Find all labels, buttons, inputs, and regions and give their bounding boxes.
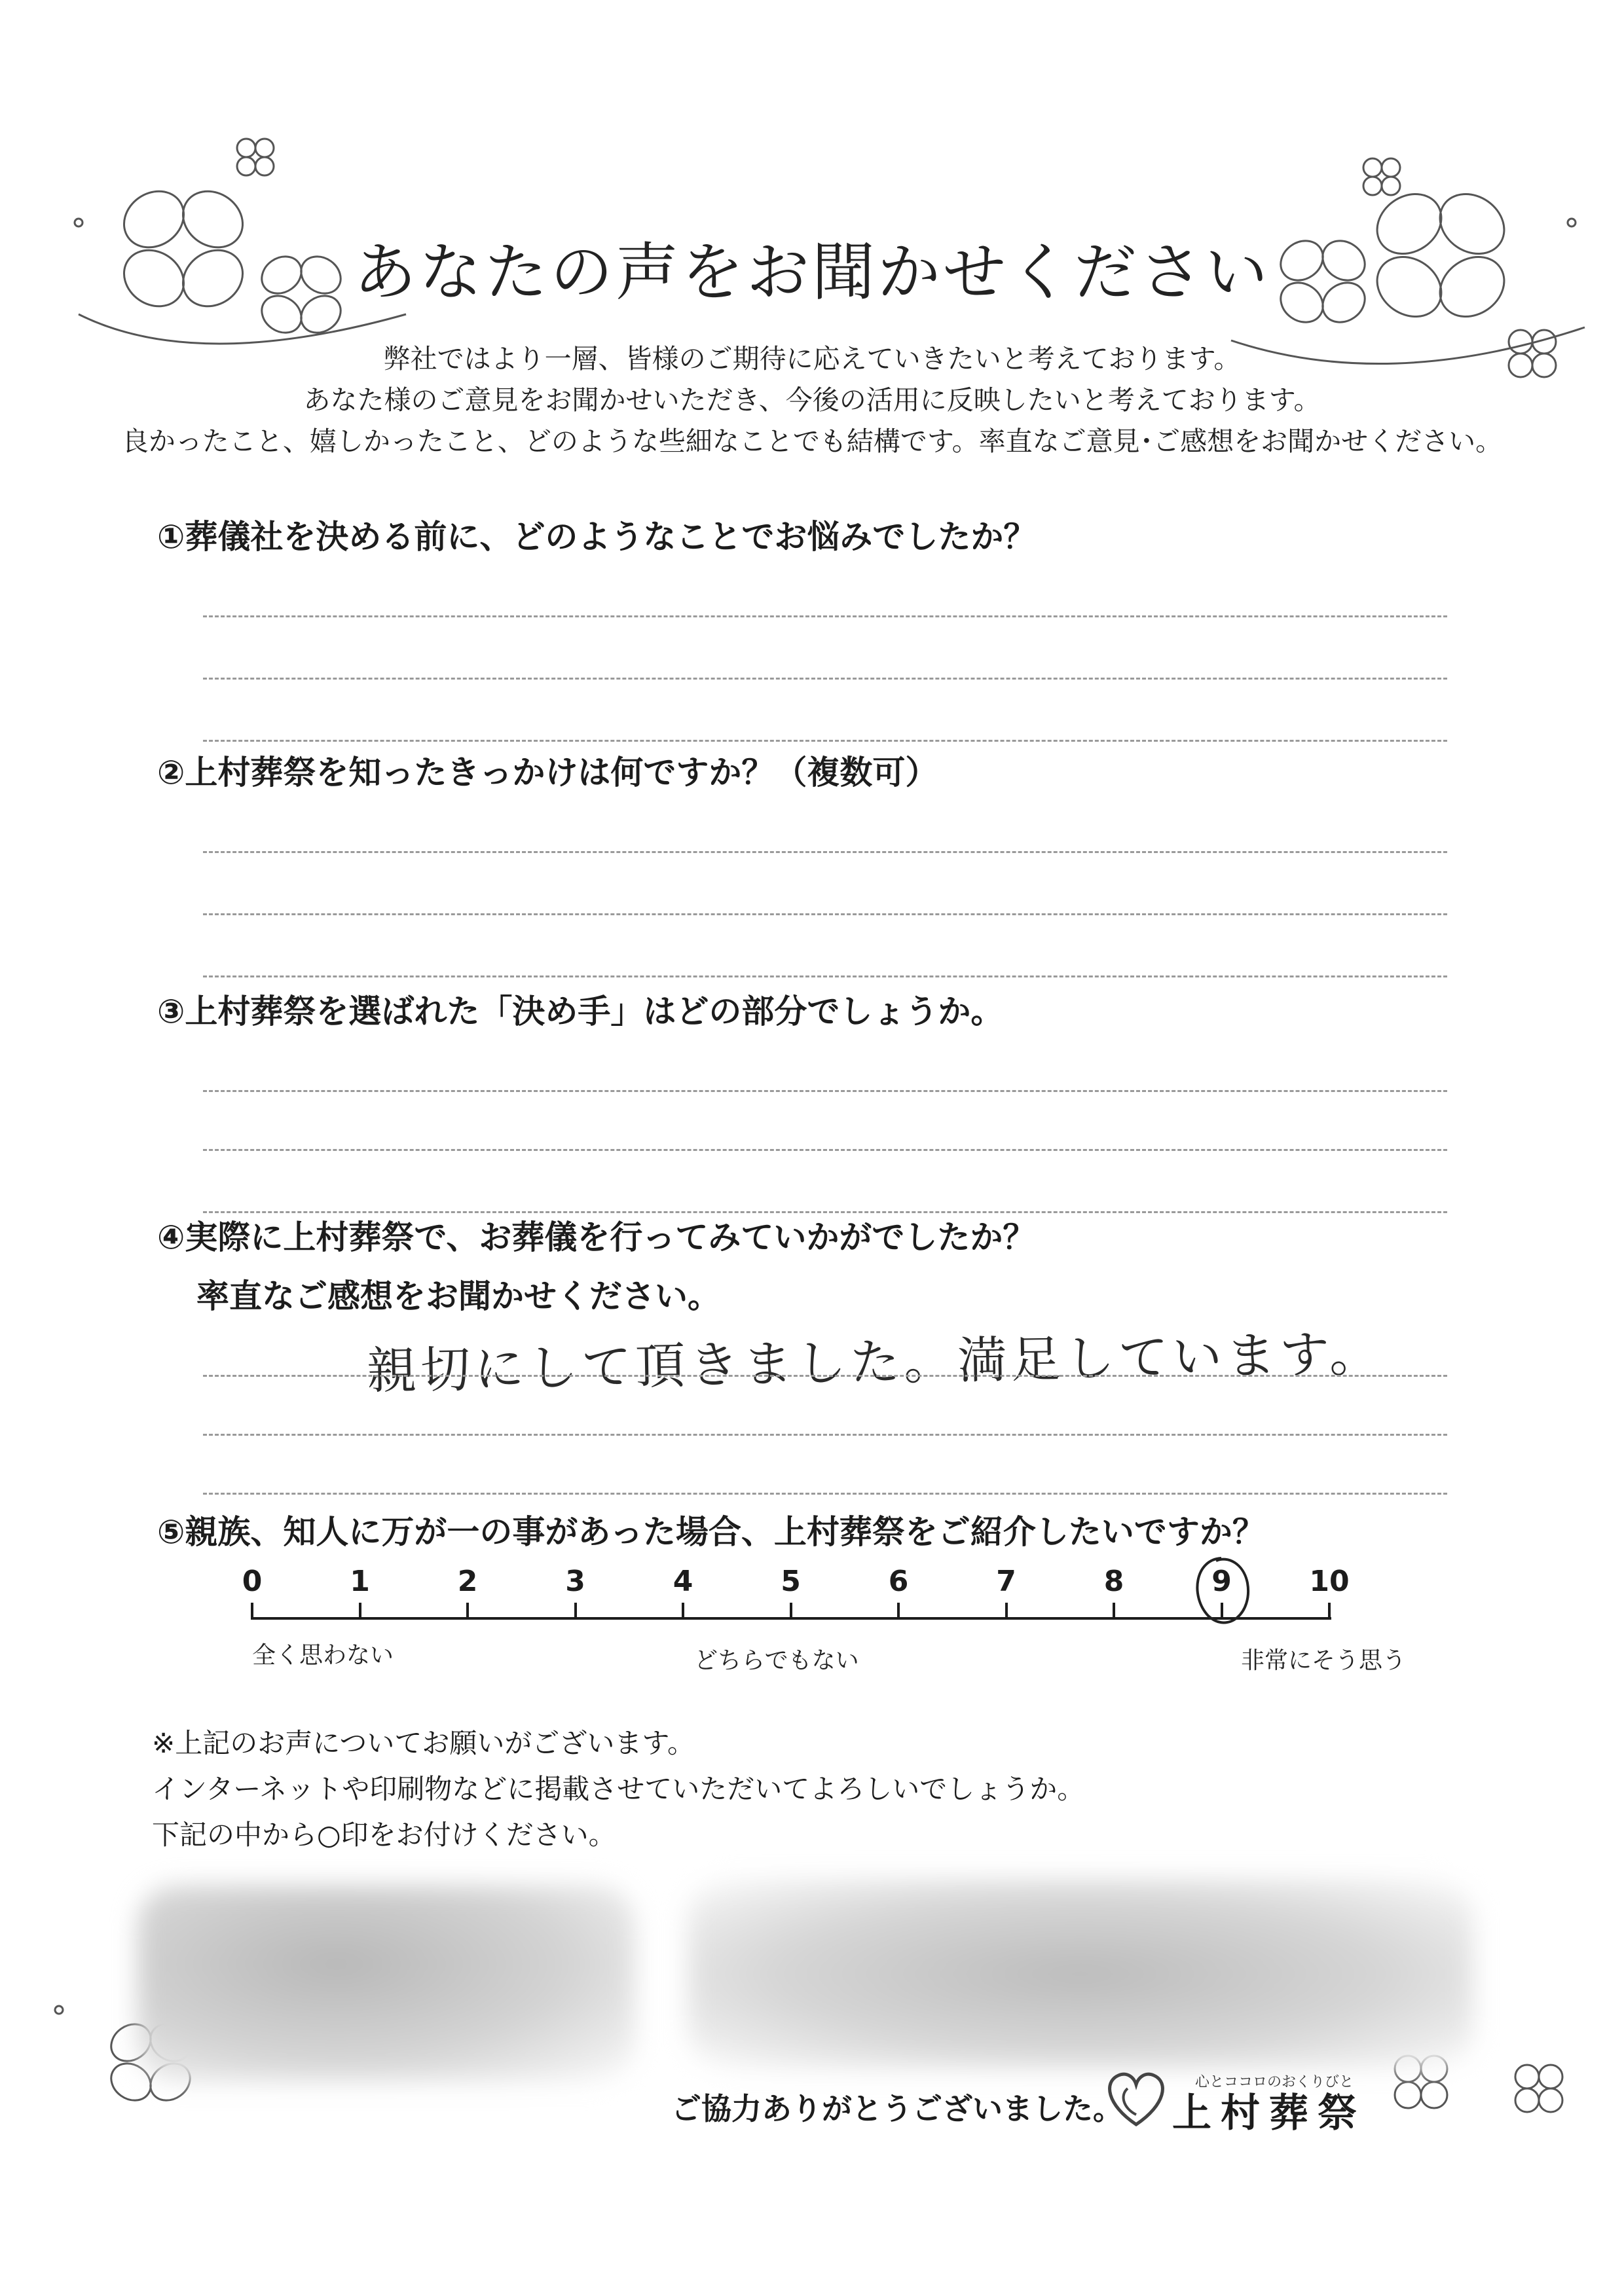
scale-tick-label[interactable]: 9 <box>1211 1565 1232 1598</box>
answer-line[interactable] <box>203 851 1447 853</box>
note-line-1: ※上記のお声についてお願いがございます。 <box>152 1727 695 1759</box>
thanks-message: ご協力ありがとうございました。 <box>671 2091 1123 2126</box>
intro-line-1: 弊社ではより一層、皆様のご期待に応えていきたいと考えております。 <box>383 343 1241 374</box>
brand-tagline: 心とココロのおくりびと <box>1195 2074 1354 2090</box>
scale-axis <box>251 1617 1331 1620</box>
question-4-subline: 率直なご感想をお聞かせください。 <box>196 1277 720 1315</box>
brand-name: 上村葬祭 <box>1172 2090 1366 2136</box>
question-5: ⑤親族、知人に万が一の事があった場合、上村葬祭をご紹介したいですか？ <box>157 1513 1265 1551</box>
scale-tick-label[interactable]: 2 <box>457 1565 478 1598</box>
answer-line[interactable] <box>203 975 1447 977</box>
scale-tick <box>1005 1603 1008 1618</box>
page-title: あなたの声をお聞かせください <box>354 236 1270 309</box>
scale-tick <box>359 1603 361 1618</box>
answer-line[interactable] <box>203 1375 1447 1377</box>
answer-line[interactable] <box>203 678 1447 680</box>
scale-low-label: 全く思わない <box>252 1642 394 1669</box>
scale-tick-label[interactable]: 5 <box>781 1565 801 1598</box>
scale-tick <box>1328 1603 1331 1618</box>
question-2: ②上村葬祭を知ったきっかけは何ですか？（複数可） <box>157 754 938 792</box>
question-1: ①葬儀社を決める前に、どのようなことでお悩みでしたか？ <box>157 518 1037 556</box>
note-line-3: 下記の中から○印をお付けください。 <box>152 1819 616 1851</box>
scale-tick-label[interactable]: 4 <box>673 1565 693 1598</box>
redacted-area-right <box>688 1879 1473 2069</box>
scale-high-label: 非常にそう思う <box>1241 1647 1407 1674</box>
answer-line[interactable] <box>203 1493 1447 1495</box>
scale-mid-label: どちらでもない <box>694 1647 859 1674</box>
intro-line-2: あなた様のご意見をお聞かせいただき、今後の活用に反映したいと考えております。 <box>303 384 1321 416</box>
clover-icon <box>237 139 274 175</box>
clover-icon <box>1515 2065 1562 2112</box>
answer-line[interactable] <box>203 1149 1447 1151</box>
answer-line[interactable] <box>203 615 1447 617</box>
answer-line[interactable] <box>203 1090 1447 1092</box>
scale-tick <box>1221 1603 1223 1618</box>
redacted-area-left <box>138 1886 635 2082</box>
scale-tick-label[interactable]: 6 <box>888 1565 909 1598</box>
note-line-2: インターネットや印刷物などに掲載させていただいてよろしいでしょうか。 <box>152 1773 1085 1805</box>
question-3: ③上村葬祭を選ばれた「決め手」はどの部分でしょうか。 <box>157 993 1004 1030</box>
answer-line[interactable] <box>203 740 1447 742</box>
answer-line[interactable] <box>203 1434 1447 1436</box>
clover-icon <box>1363 158 1400 195</box>
intro-line-3: 良かったこと、嬉しかったこと、どのような些細なことでも結構です。率直なご意見･ご感想をお聞かせください。 <box>121 426 1503 457</box>
scale-tick <box>574 1603 577 1618</box>
scale-tick <box>466 1603 469 1618</box>
scale-tick <box>790 1603 792 1618</box>
handwritten-answer-4: 親切にして頂きました。満足しています。 <box>366 1324 1384 1400</box>
selected-circle-mark <box>1182 1550 1261 1642</box>
scale-tick-label[interactable]: 0 <box>242 1565 263 1598</box>
scale-tick <box>682 1603 684 1618</box>
scale-tick <box>1113 1603 1115 1618</box>
scale-tick-label[interactable]: 10 <box>1309 1565 1350 1598</box>
scale-tick <box>251 1603 253 1618</box>
heart-logo-icon <box>1100 2062 1172 2134</box>
scale-tick-label[interactable]: 1 <box>350 1565 370 1598</box>
scale-tick-label[interactable]: 3 <box>565 1565 585 1598</box>
scale-tick-label[interactable]: 8 <box>1103 1565 1124 1598</box>
scale-tick-label[interactable]: 7 <box>996 1565 1016 1598</box>
scale-tick <box>897 1603 900 1618</box>
question-4: ④実際に上村葬祭で、お葬儀を行ってみていかがでしたか？ <box>157 1218 1036 1256</box>
answer-line[interactable] <box>203 913 1447 915</box>
